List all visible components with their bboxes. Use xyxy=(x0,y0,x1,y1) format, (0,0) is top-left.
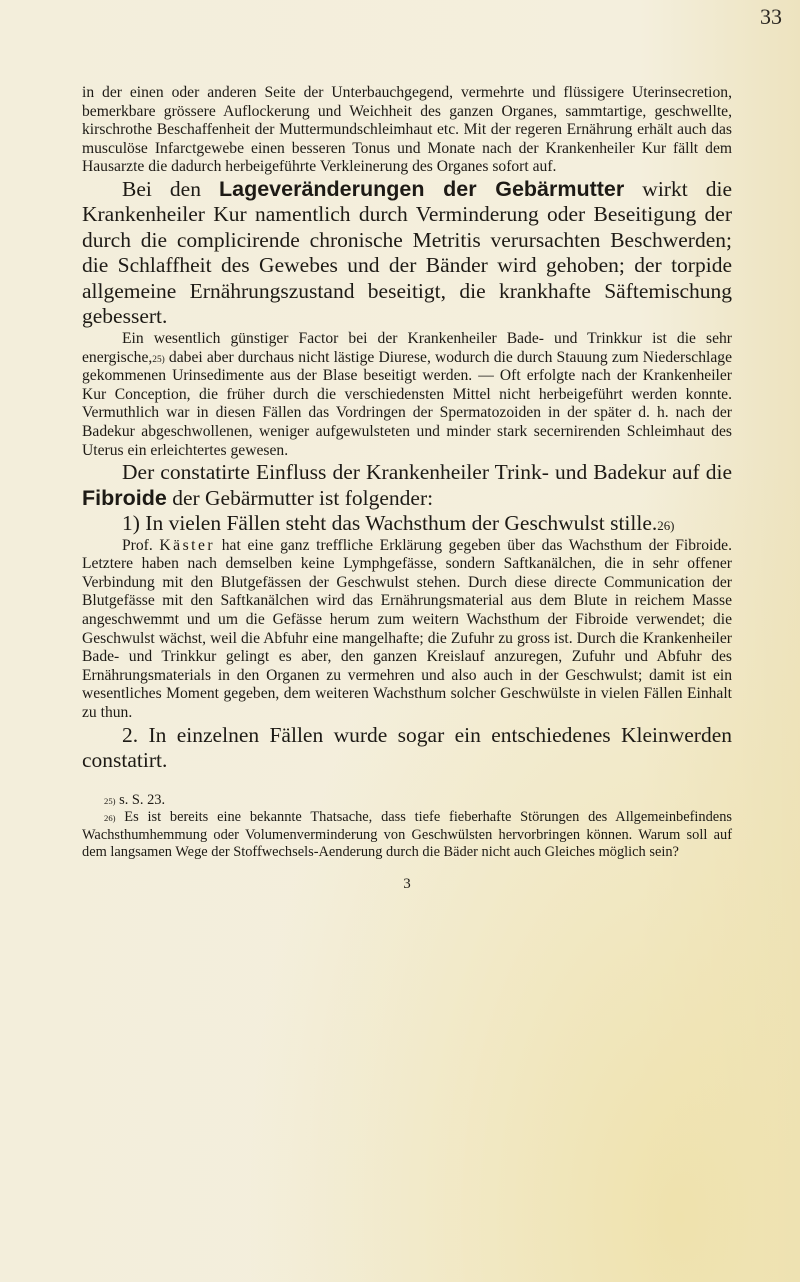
footnote-25-mark: 25) xyxy=(104,795,116,806)
footnote-26-mark: 26) xyxy=(104,813,116,824)
footnote-26-text: Es ist bereits eine bekannte Thatsache, dass tiefe fieberhafte Störungen des Allgemeinbefindens Wachsthumhemmung oder Volumenverminderung von Geschwülsten hervorbringen können. Warum soll auf dem langsamen Wege der Stoffwechsels-Aenderung durch die Bäder nicht auch Gleiches möglich sein? xyxy=(82,809,732,861)
body-text xyxy=(82,84,732,893)
p2-emphasis: Lageveränderungen der Gebärmutter xyxy=(218,176,625,201)
author-name: Käster xyxy=(159,536,216,554)
p4-after: der Gebärmutter ist folgender: xyxy=(166,485,434,510)
paragraph-7: 2. In einzelnen Fällen wurde sogar ein entschiedenes Kleinwerden constatirt. xyxy=(82,722,732,773)
p4-emphasis: Fibroide xyxy=(82,485,167,510)
p3-after: dabei aber durchaus nicht lästige Diurese, wodurch die durch Stauung zum Niederschlage gekommenen Urinsedimente aus der Blase beseitigt werden. — Oft erfolgte nach der Krankenheiler Kur Conception, die früher durch die verschiedensten Mittel nicht herbeigeführt werden konnte. Vermuthlich war in diesen Fällen das Vordringen der Spermatozoiden in der später d. h. nach der Badekur abgeschwollenen, weniger aufgewulsteten und minder stark secernirenden Schleimhaut des Uterus ein erleichtertes gewesen. xyxy=(82,348,732,459)
p5-text: 1) In vielen Fällen steht das Wachsthum der Geschwulst stille. xyxy=(122,511,658,536)
footnote-ref-25: 25) xyxy=(152,354,165,365)
p3-before: Ein wesentlich günstiger Factor bei der Krankenheiler Bade- und Trinkkur ist die sehr energische, xyxy=(82,329,732,366)
paragraph-5 xyxy=(82,511,732,537)
signature-mark: 3 xyxy=(403,875,411,892)
footnote-26 xyxy=(82,809,732,862)
paragraph-4 xyxy=(82,460,732,511)
paragraph-6 xyxy=(82,537,732,723)
p2-before: Bei den xyxy=(122,176,219,201)
paragraph-1: in der einen oder anderen Seite der Unterbauchgegend, vermehrte und flüssigere Uterinsecretion, bemerkbare grössere Auflockerung und Weichheit des ganzen Organes, sammtartige, geschwellte, kirschrothe Beschaffenheit der Muttermundschleimhaut etc. Mit der regeren Ernährung erhält auch das musculöse Infarctgewebe einen besseren Tonus und Monate nach der Krankenheiler Kur fällt dem Hausarzte die dadurch herbeigeführte Verkleinerung des Organes sofort auf. xyxy=(82,84,732,176)
footnote-25 xyxy=(82,792,732,810)
paragraph-2 xyxy=(82,177,732,330)
p4-before: Der constatirte Einfluss der Krankenheiler Trink- und Badekur auf die xyxy=(122,460,732,485)
p6-text: hat eine ganz treffliche Erklärung gegeben über das Wachsthum der Fibroide. Letztere haben nach demselben keine Lymphgefässe, sondern Saftkanälchen, die in sehr offener Verbindung mit den Blutgefässen der Geschwulst stehen. Durch diese directe Communication der Blutgefässe mit den Saftkanälchen wird das Ernährungsmaterial aus dem Blute in reichem Masse angeschwemmt und um die Gefässe herum zum weitern Wachsthum der Fibroide verwendet; die Geschwulst wächst, weil die Abfuhr eine mangelhafte; die Zufuhr zu gross ist. Durch die Krankenheiler Bade- und Trinkkur gelingt es aber, den ganzen Kreislauf anzuregen, Zufuhr und Abfuhr des Ernährungsmaterials in den Organen zu vermehren und also auch in der Geschwulst; damit ist ein wesentliches Moment gegeben, dem weiteren Wachsthum solcher Geschwülste in vielen Fällen Einhalt zu thun. xyxy=(82,536,732,721)
footnote-separator xyxy=(82,774,732,792)
footnote-ref-26: 26) xyxy=(657,519,675,534)
p2-after: wirkt die Krankenheiler Kur namentlich durch Verminderung oder Beseitigung der durch die complicirende chronische Metritis verursachten Beschwerden; die Schlaffheit des Gewebes und der Bänder wird gehoben; der torpide allgemeine Ernährungszustand beseitigt, die krankhafte Säftemischung gebessert. xyxy=(82,176,732,329)
p6-prefix: Prof. xyxy=(122,536,160,554)
page-number: 33 xyxy=(760,4,782,29)
footnote-25-text: s. S. 23. xyxy=(115,791,166,808)
paragraph-3 xyxy=(82,330,732,460)
